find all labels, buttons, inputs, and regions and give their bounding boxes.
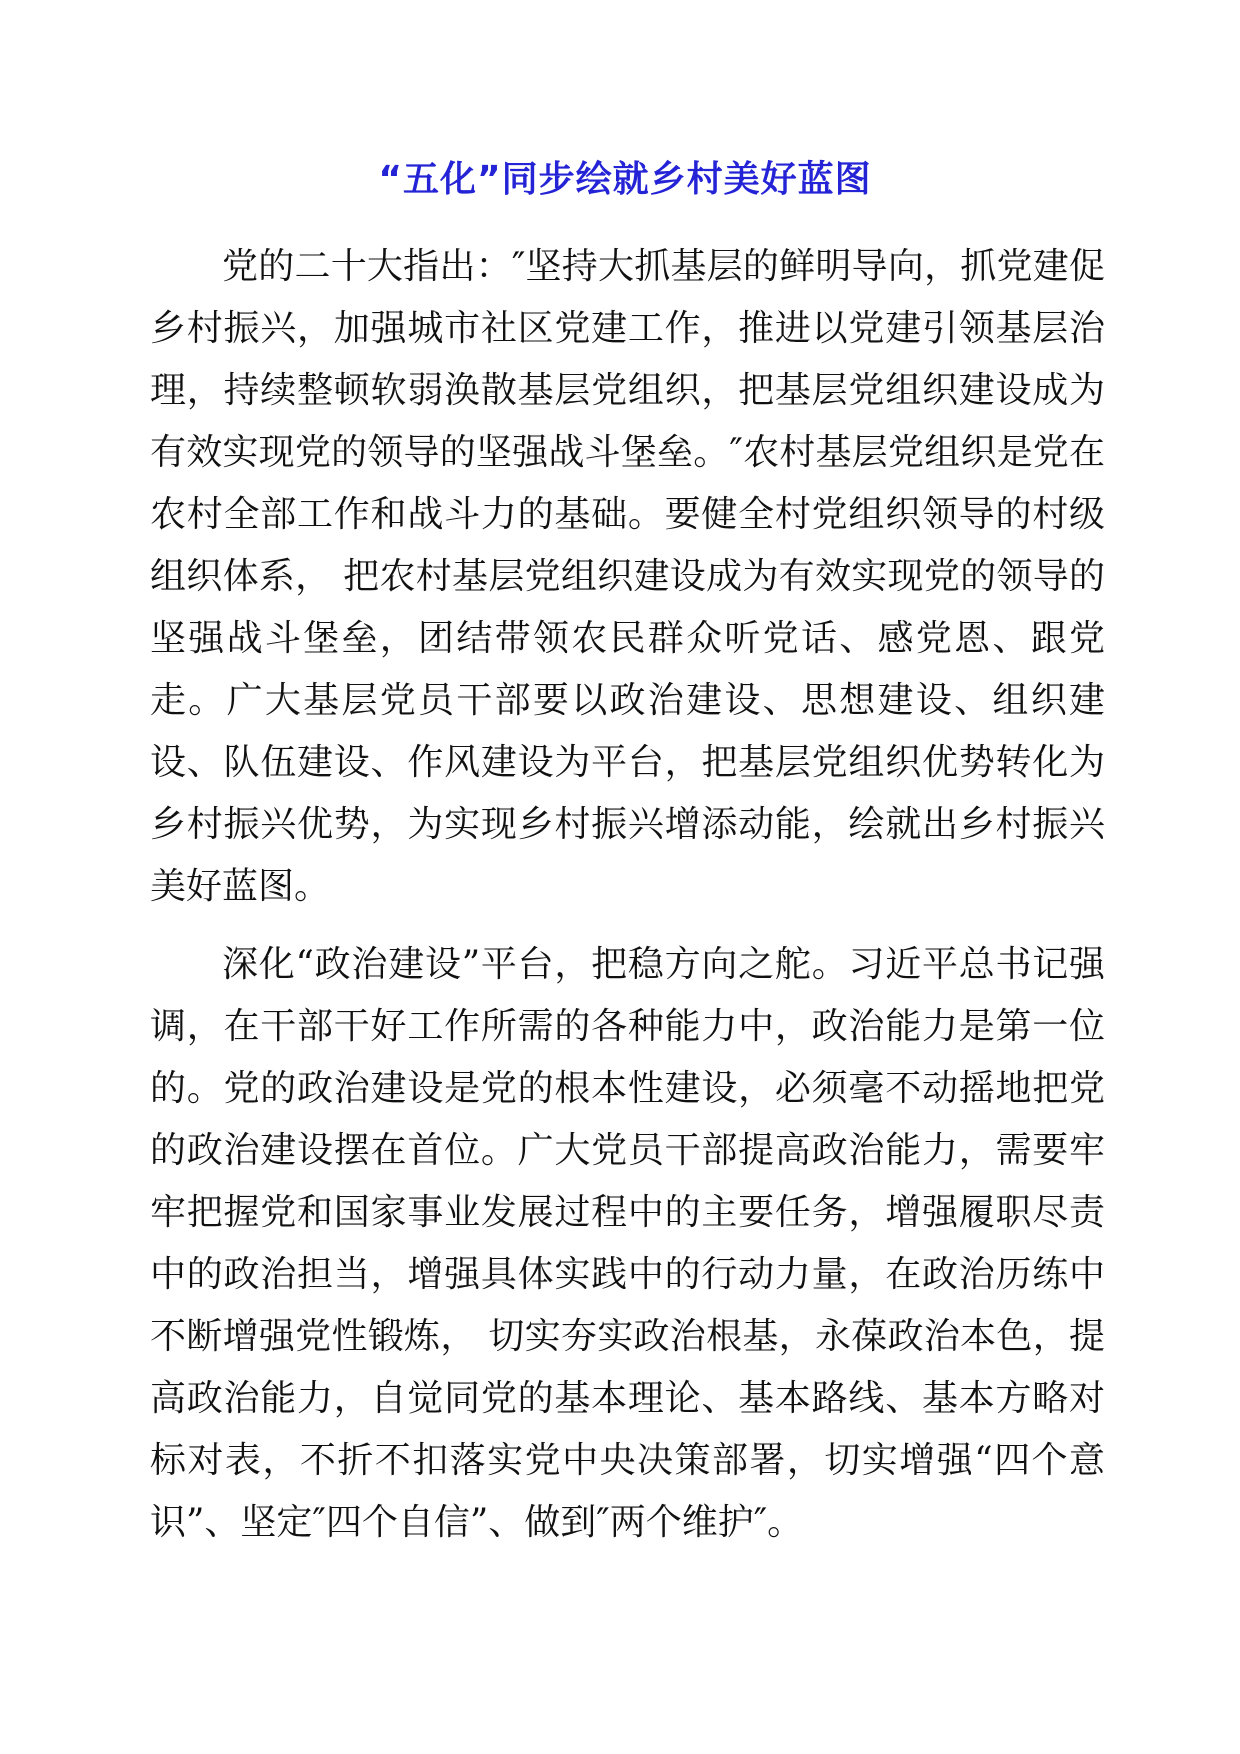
paragraph-intro: 党的二十大指出：″坚持大抓基层的鲜明导向，抓党建促乡村振兴，加强城市社区党建工作，推进以党建引领基层治理，持续整顿软弱涣散基层党组织，把基层党组织建设成为有效实现党的领导的坚强战斗堡垒。″农村基层党组织是党在农村全部工作和战斗力的基础。要健全村党组织领导的村级组织体系， 把农村基层党组织建设成为有效实现党的领导的坚强战斗堡垒，团结带领农民群众听党话、感党恩、跟党走。广大基层党员干部要以政治建设、思想建设、组织建设、队伍建设、作风建设为平台，把基层党组织优势转化为乡村振兴优势，为实现乡村振兴增添动能，绘就出乡村振兴美好蓝图。 <box>150 246 1105 907</box>
document-body <box>150 236 1105 1570</box>
document-title: “五化”同步绘就乡村美好蓝图 <box>378 159 872 200</box>
paragraph-political-construction: 深化“政治建设”平台，把稳方向之舵。习近平总书记强调，在干部干好工作所需的各种能力中，政治能力是第一位的。党的政治建设是党的根本性建设，必须毫不动摇地把党的政治建设摆在首位。广大党员干部提高政治能力，需要牢牢把握党和国家事业发展过程中的主要任务，增强履职尽责中的政治担当，增强具体实践中的行动力量，在政治历练中不断增强党性锻炼， 切实夯实政治根基，永葆政治本色，提高政治能力，自觉同党的基本理论、基本路线、基本方略对标对表，不折不扣落实党中央决策部署，切实增强“四个意识”、坚定″四个自信”、做到″两个维护″。 <box>150 944 1105 1543</box>
